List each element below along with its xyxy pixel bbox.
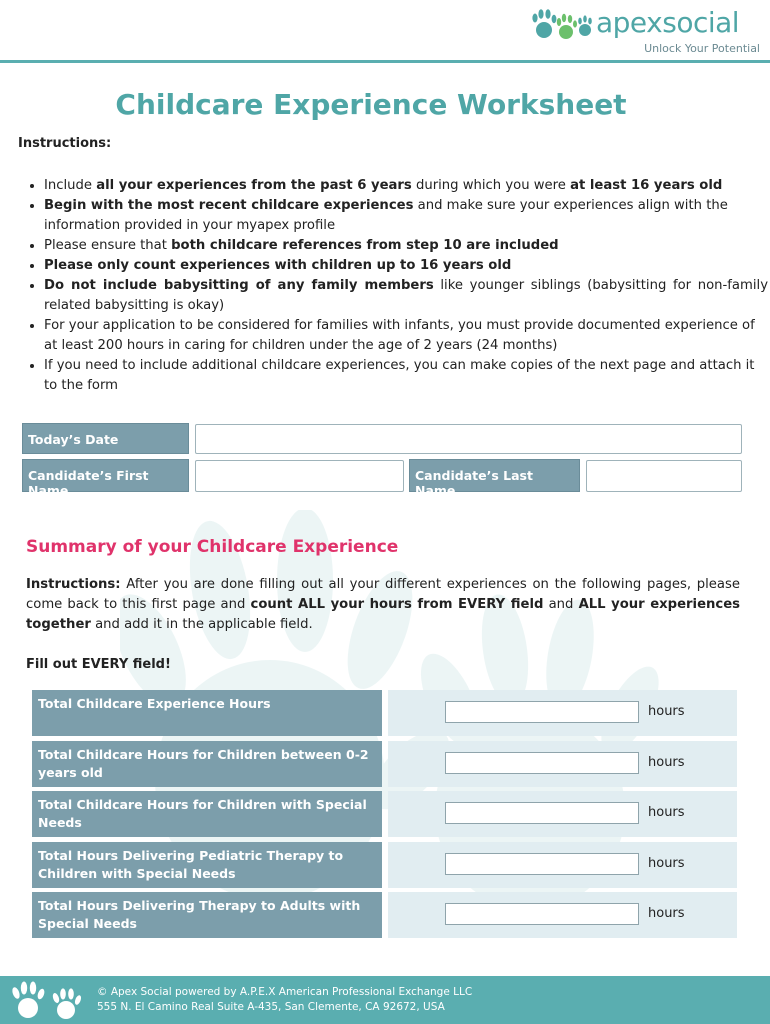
instruction-text: like younger siblings (babysitting for non-family related babysitting is okay) [44, 278, 768, 313]
summary-hours-input[interactable] [445, 903, 639, 925]
summary-instruction-text: After you are done filling out all your different experiences on the following pages, please come back to this first page and [26, 577, 740, 612]
summary-title: Summary of your Childcare Experience [26, 537, 399, 557]
footer-text [97, 985, 472, 1015]
summary-row-label: Total Childcare Hours for Children between 0-2 years old [32, 741, 382, 787]
page-title: Childcare Experience Worksheet [115, 88, 627, 121]
summary-instruction-text: and [543, 597, 579, 612]
instruction-bold-text: both childcare references from step 10 are included [171, 238, 559, 253]
instruction-item [44, 256, 768, 276]
instruction-text: during which you were [411, 178, 571, 193]
summary-hours-input[interactable] [445, 701, 639, 723]
brand-tagline: Unlock Your Potential [644, 42, 760, 55]
summary-hours-input[interactable] [445, 802, 639, 824]
instruction-text: Please ensure that [44, 238, 172, 253]
instruction-item [44, 356, 768, 396]
fill-every-field-note: Fill out EVERY field! [26, 657, 171, 672]
todays-date-field[interactable] [195, 424, 742, 454]
hands-logo-icon [530, 8, 594, 42]
summary-instruction-text: and add it in the applicable field. [90, 617, 313, 632]
summary-row-label: Total Hours Delivering Therapy to Adults with Special Needs [32, 892, 382, 938]
summary-hours-input[interactable] [445, 853, 639, 875]
footer-address-line: 555 N. El Camino Real Suite A-435, San Clemente, CA 92672, USA [97, 1001, 445, 1013]
instruction-text: and make sure your experiences align with the information provided in your myapex profile [44, 198, 728, 233]
instruction-item [44, 276, 768, 316]
summary-row-value-cell [388, 842, 737, 888]
instruction-bold-text: Please only count experiences with children up to 16 years old [44, 258, 512, 273]
summary-instruction-bold-text: Instructions: [26, 577, 121, 592]
hands-footer-icon [10, 980, 86, 1022]
last-name-label: Candidate’s Last Name [409, 459, 580, 492]
instruction-bold-text: Do not include babysitting of any family members [44, 278, 434, 293]
brand-name: apexsocial [596, 6, 740, 39]
summary-hours-unit: hours [648, 704, 685, 719]
summary-row-label: Total Hours Delivering Pediatric Therapy to Children with Special Needs [32, 842, 382, 888]
todays-date-label: Today’s Date [22, 423, 189, 454]
instruction-item [44, 316, 768, 356]
summary-row-label: Total Childcare Hours for Children with Special Needs [32, 791, 382, 837]
footer-company-line: © Apex Social powered by A.P.E.X American Professional Exchange LLC [97, 986, 473, 998]
summary-instruction-bold-text: count ALL your hours from EVERY field [250, 597, 544, 612]
header-divider [0, 60, 770, 63]
instruction-item [44, 196, 768, 236]
instruction-text: For your application to be considered for families with infants, you must provide documented experience of at least 200 hours in caring for children under the age of 2 years (24 months) [44, 318, 755, 353]
instruction-bold-text: Begin with the most recent childcare experiences [44, 198, 414, 213]
summary-row-value-cell [388, 791, 737, 837]
instruction-item [44, 176, 768, 196]
summary-row-value-cell [388, 892, 737, 938]
first-name-label: Candidate’s First Name [22, 459, 189, 492]
instruction-bold-text: all your experiences from the past 6 years [96, 178, 412, 193]
instructions-list [24, 176, 768, 396]
summary-hours-unit: hours [648, 906, 685, 921]
summary-instruction-bold-text: ALL your experiences together [26, 597, 741, 632]
instruction-item [44, 236, 768, 256]
instruction-bold-text: at least 16 years old [570, 178, 723, 193]
summary-hours-unit: hours [648, 805, 685, 820]
summary-row-label: Total Childcare Experience Hours [32, 690, 382, 736]
summary-row-value-cell [388, 741, 737, 787]
first-name-field[interactable] [195, 460, 404, 492]
summary-hours-unit: hours [648, 755, 685, 770]
summary-hours-unit: hours [648, 856, 685, 871]
instruction-text: Include [44, 178, 97, 193]
summary-row-value-cell [388, 690, 737, 736]
instructions-label: Instructions: [18, 136, 112, 151]
summary-instructions [26, 575, 740, 635]
footer [0, 976, 770, 1024]
summary-hours-input[interactable] [445, 752, 639, 774]
brand-logo [530, 6, 760, 56]
last-name-field[interactable] [586, 460, 742, 492]
instruction-text: If you need to include additional childcare experiences, you can make copies of the next page and attach it to the form [44, 358, 755, 393]
